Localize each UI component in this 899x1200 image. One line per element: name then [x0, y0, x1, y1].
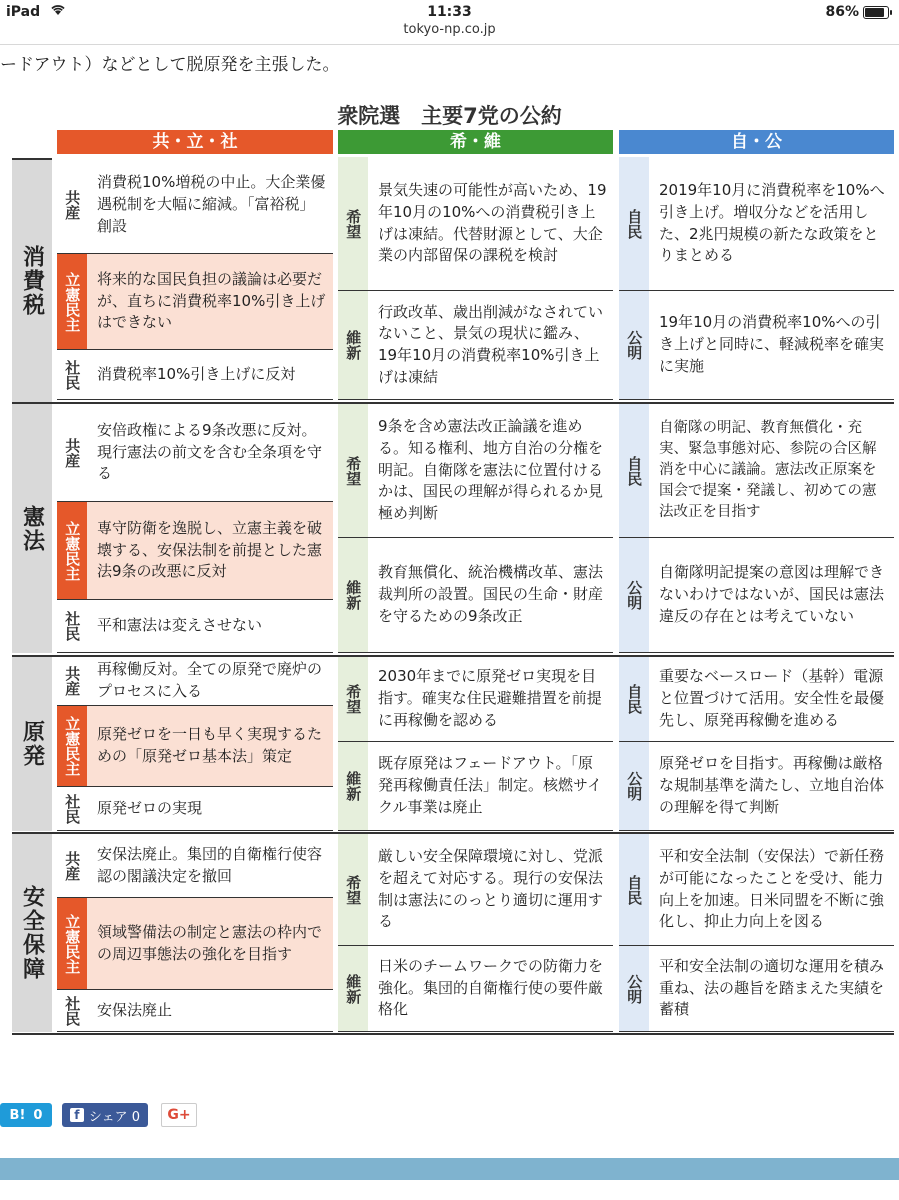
hatena-bookmark-button[interactable] — [0, 1103, 52, 1127]
section-divider — [12, 1033, 894, 1035]
policy-cell — [338, 946, 613, 1032]
column-header-right: 自・公 — [619, 130, 894, 154]
policy-text: 安倍政権による9条改悪に反対。現行憲法の前文を含む全条項を守る — [97, 420, 323, 483]
party-name: 維新 — [344, 330, 363, 360]
party-name: 自民 — [625, 455, 644, 486]
clock: 11:33 — [427, 4, 472, 20]
facebook-icon: f — [70, 1108, 84, 1122]
party-name: 維新 — [344, 771, 363, 801]
party-name: 自民 — [625, 208, 644, 239]
figure-title: 衆院選 主要7党の公約 — [337, 104, 562, 128]
topic-label: 消費税 — [19, 245, 45, 317]
google-plus-button[interactable] — [161, 1103, 197, 1127]
party-name: 立憲民主 — [63, 913, 82, 974]
address-bar[interactable]: tokyo-np.co.jp — [403, 22, 496, 37]
policy-cell — [619, 946, 894, 1032]
article-text: ードアウト）などとして脱原発を主張した。 — [0, 55, 340, 75]
party-name: 立憲民主 — [63, 520, 82, 581]
policy-text: 専守防衛を逸脱し、立憲主義を破壊する、安保法制を前提とした憲法9条の改悪に反対 — [97, 518, 323, 581]
policy-cell — [338, 157, 613, 291]
policy-text: 既存原発はフェードアウト。「原発再稼働責任法」制定。核燃サイクル事業は廃止 — [378, 754, 602, 816]
party-name: 維新 — [344, 973, 363, 1004]
policy-text: 重要なベースロード（基幹）電源と位置づけて活用。安全性を最優先し、原発再稼働を進める — [659, 667, 885, 729]
policy-text: 日米のチームワークでの防衛力を強化。集団的自衛権行使の要件厳格化 — [378, 956, 604, 1019]
policy-cell — [57, 600, 333, 653]
policy-text: 原発ゼロを目指す。再稼働は厳格な規制基準を満たし、立地自治体の理解を得て判断 — [659, 754, 885, 816]
party-name: 希望 — [344, 684, 363, 714]
policy-text: 平和憲法は変えさせない — [97, 616, 263, 635]
status-bar — [0, 0, 899, 24]
policy-text: 行政改革、歳出削減がなされていないこと、景気の現状に鑑み、19年10月の消費税率10%引き上げは凍結 — [378, 302, 604, 386]
party-name: 共産 — [63, 190, 82, 220]
topic-label: 原発 — [19, 720, 45, 768]
policy-cell — [57, 657, 333, 706]
topic-label: 憲法 — [19, 504, 45, 553]
policy-cell — [57, 404, 333, 502]
topic-label: 安全保障 — [19, 885, 45, 981]
policy-cell — [338, 657, 613, 742]
policy-text: 2019年10月に消費税率を10%へ引き上げ。増収分などを活用した、2兆円規模の新たな政策をとりまとめる — [659, 181, 885, 265]
party-name: 共産 — [63, 437, 82, 468]
policy-cell — [57, 990, 333, 1032]
policy-text: 安保法廃止 — [97, 1000, 173, 1019]
policy-cell — [619, 742, 894, 831]
party-name: 希望 — [344, 874, 363, 905]
policy-cell — [338, 291, 613, 400]
device-name: iPad — [6, 4, 41, 20]
party-name: 維新 — [344, 580, 363, 610]
party-name: 公明 — [625, 771, 644, 801]
column-header-left: 共・立・社 — [57, 130, 333, 154]
hatena-count: 0 — [33, 1107, 43, 1123]
policy-cell — [57, 350, 333, 400]
party-name: 立憲民主 — [63, 716, 82, 776]
policy-text: 原発ゼロの実現 — [97, 798, 203, 817]
policy-cell — [619, 291, 894, 400]
policy-text: 平和安全法制の適切な運用を積み重ね、法の趣旨を踏まえた実績を蓄積 — [659, 956, 885, 1019]
policy-cell — [57, 706, 333, 787]
party-name: 共産 — [63, 666, 82, 696]
topic-nuclear — [12, 657, 52, 831]
policy-cell — [57, 254, 333, 350]
policy-text: 自衛隊の明記、教育無償化・充実、緊急事態対応、参院の合区解消を中心に議論。憲法改正原案を国会で提案・発議し、初めての憲法改正を目指す — [659, 419, 877, 521]
policy-cell — [57, 502, 333, 600]
policy-cell — [619, 404, 894, 538]
policy-cell — [619, 157, 894, 291]
policy-text: 領域警備法の制定と憲法の枠内での周辺事態法の強化を目指す — [97, 922, 323, 963]
policy-text: 安保法廃止。集団的自衛権行使容認の閣議決定を撤回 — [97, 844, 323, 885]
topic-security — [12, 834, 52, 1032]
policy-cell — [57, 157, 333, 254]
policy-cell — [619, 538, 894, 653]
policy-cell — [338, 538, 613, 653]
party-name: 公明 — [625, 580, 644, 610]
party-name: 社民 — [63, 793, 82, 824]
policy-text: 再稼働反対。全ての原発で廃炉のプロセスに入る — [97, 660, 323, 700]
policy-text: 将来的な国民負担の議論は必要だが、直ちに消費税率10%引き上げはできない — [97, 269, 326, 332]
policy-cell — [57, 787, 333, 831]
policy-text: 2030年までに原発ゼロ実現を目指す。確実な住民避難措置を前提に再稼働を認める — [378, 667, 602, 729]
policy-cell — [619, 657, 894, 742]
hatena-icon: B! — [9, 1107, 26, 1123]
party-name: 希望 — [344, 455, 363, 486]
topic-constitution — [12, 404, 52, 653]
google-plus-icon: G+ — [167, 1107, 191, 1123]
party-name: 社民 — [63, 611, 82, 641]
policy-text: 9条を含め憲法改正論議を進める。知る権利、地方自治の分権を明記。自衛隊を憲法に位置付けるかは、国民の理解が得られるか見極め判断 — [378, 417, 604, 523]
policy-text: 原発ゼロを一日も早く実現するための「原発ゼロ基本法」策定 — [97, 725, 323, 765]
facebook-share-label: シェア 0 — [88, 1109, 141, 1125]
battery-icon — [863, 6, 889, 19]
policy-cell — [338, 404, 613, 538]
party-name: 社民 — [63, 995, 82, 1026]
policy-cell — [338, 834, 613, 946]
party-name: 公明 — [625, 973, 644, 1004]
policy-text: 自衛隊明記提案の意図は理解できないわけではないが、国民は憲法違反の存在とは考えていない — [659, 563, 885, 625]
footer-bar — [0, 1158, 899, 1180]
policy-text: 平和安全法制（安保法）で新任務が可能になったことを受け、能力向上を加速。日米同盟を不断に強化し、抑止力向上を図る — [659, 847, 885, 931]
battery-status — [825, 4, 889, 20]
policy-cell — [57, 898, 333, 990]
facebook-share-button[interactable] — [62, 1103, 148, 1127]
party-name: 共産 — [63, 850, 82, 881]
policy-cell — [338, 742, 613, 831]
column-header-mid: 希・維 — [338, 130, 613, 154]
party-name: 立憲民主 — [63, 271, 82, 332]
party-name: 自民 — [625, 874, 644, 905]
policy-text: 厳しい安全保障環境に対し、党派を超えて対応する。現行の安保法制は憲法にのっとり適切に運用する — [378, 847, 604, 931]
party-name: 自民 — [625, 684, 644, 714]
policy-text: 消費税率10%引き上げに反対 — [97, 364, 296, 383]
policy-text: 景気失速の可能性が高いため、19年10月の10%への消費税引き上げは凍結。代替財源として、大企業の内部留保の課税を検討 — [378, 181, 607, 265]
toolbar-divider — [0, 44, 899, 45]
policy-text: 消費税10%増税の中止。大企業優遇税制を大幅に縮減。「富裕税」創設 — [97, 173, 326, 235]
policy-text: 教育無償化、統治機構改革、憲法裁判所の設置。国民の生命・財産を守るための9条改正 — [378, 563, 604, 625]
policy-cell — [57, 834, 333, 898]
party-name: 社民 — [63, 359, 82, 390]
party-name: 希望 — [344, 208, 363, 239]
policy-cell — [619, 834, 894, 946]
topic-consumption-tax — [12, 158, 52, 402]
party-name: 公明 — [625, 330, 644, 360]
policy-text: 19年10月の消費税率10%への引き上げと同時に、軽減税率を確実に実施 — [659, 313, 885, 375]
battery-percent: 86% — [825, 4, 859, 20]
